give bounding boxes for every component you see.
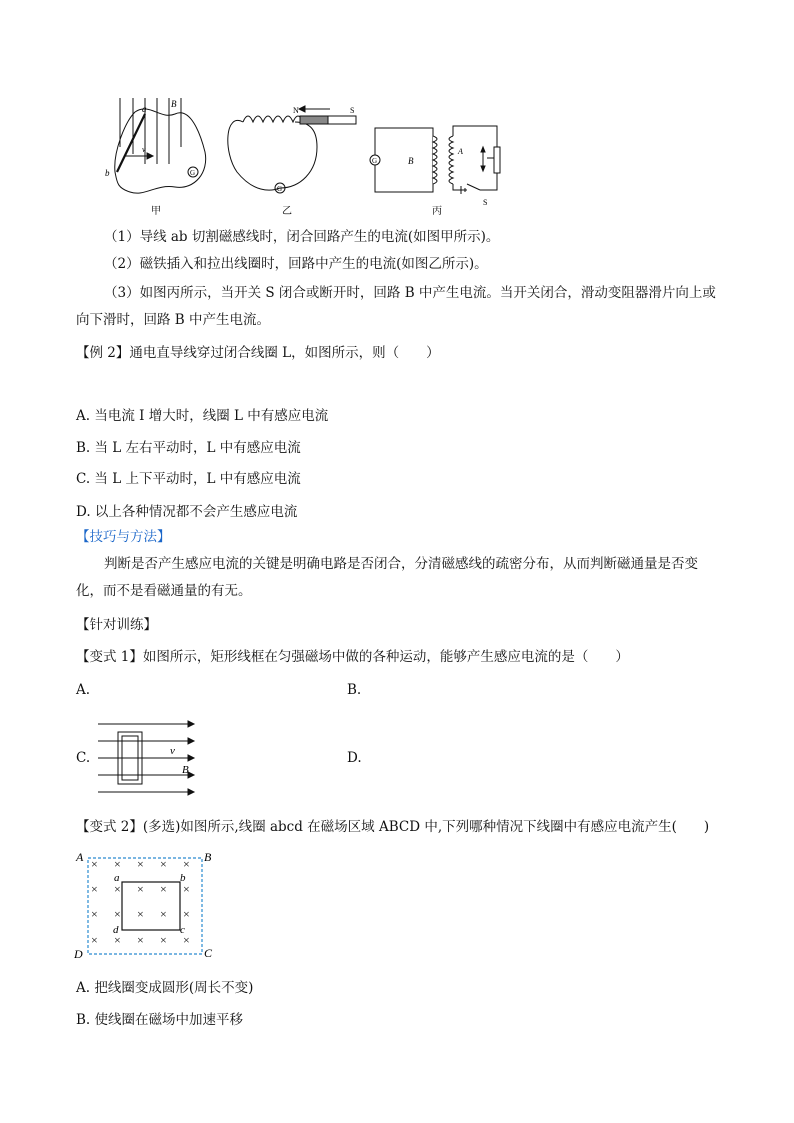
label-v: v: [142, 145, 146, 154]
field-cross: ×: [137, 882, 144, 896]
field-cross: ×: [114, 857, 121, 871]
variant1-stem: 【变式 1】如图所示，矩形线框在匀强磁场中做的各种运动，能够产生感应电流的是（ ）: [76, 649, 629, 665]
label-N: N: [293, 106, 299, 115]
variant2-stem: 【变式 2】(多选)如图所示,线圈 abcd 在磁场区域 ABCD 中,下列哪种情况下线圈中有感应电流产生( ): [76, 819, 710, 835]
field-cross: ×: [160, 907, 167, 921]
variant1-figure-c: [96, 716, 198, 800]
example2-option-c: C. 当 L 上下平动时，L 中有感应电流: [76, 471, 301, 487]
label-S-switch: S: [483, 198, 488, 207]
label-b: b: [105, 168, 110, 178]
field-cross: ×: [137, 857, 144, 871]
field-cross: ×: [91, 933, 98, 947]
corner-C: C: [204, 946, 213, 960]
example2-option-b: B. 当 L 左右平动时，L 中有感应电流: [76, 440, 301, 456]
field-cross: ×: [183, 907, 190, 921]
field-cross: ×: [91, 907, 98, 921]
paragraph-3a: （3）如图丙所示，当开关 S 闭合或断开时，回路 B 中产生电流。当开关闭合，滑动变阻器滑片向上或: [104, 285, 716, 301]
figure-bing: [370, 126, 500, 194]
tips-line-2: 化，而不是看磁通量的有无。: [76, 583, 252, 599]
caption-bing: 丙: [432, 206, 442, 217]
label-B: B: [171, 99, 177, 109]
label-G-yi: G: [277, 185, 283, 193]
variant1-option-c: C.: [76, 750, 91, 766]
example2-option-d: D. 以上各种情况都不会产生感应电流: [76, 504, 298, 520]
corner-A: A: [76, 850, 84, 864]
variant1-label-v: v: [170, 745, 175, 757]
variant1-option-a: A.: [76, 682, 91, 698]
label-A-bing: A: [458, 147, 463, 156]
variant1-option-d: D.: [347, 750, 362, 766]
field-cross: ×: [114, 882, 121, 896]
variant2-option-a: A. 把线圈变成圆形(周长不变): [76, 980, 254, 996]
corner-a: a: [114, 872, 120, 884]
field-cross: ×: [183, 857, 190, 871]
example2-stem: 【例 2】通电直导线穿过闭合线圈 L，如图所示，则（ ）: [76, 345, 440, 361]
variant1-option-b: B.: [347, 682, 362, 698]
label-a: a: [142, 104, 147, 114]
field-cross: ×: [91, 882, 98, 896]
corner-D: D: [74, 947, 83, 961]
field-cross: ×: [160, 882, 167, 896]
field-cross: ×: [137, 933, 144, 947]
tips-heading: 【技巧与方法】: [76, 529, 171, 545]
field-cross: ×: [183, 933, 190, 947]
corner-c: c: [180, 924, 185, 936]
training-heading: 【针对训练】: [76, 617, 157, 633]
variant2-figure: [74, 848, 216, 964]
cross-grid: [91, 857, 190, 947]
figure-jia: [115, 98, 206, 193]
paragraph-2: （2）磁铁插入和拉出线圈时，回路中产生的电流(如图乙所示)。: [104, 256, 488, 272]
caption-jia: 甲: [151, 206, 161, 217]
variant1-label-B: B: [182, 764, 189, 776]
corner-d: d: [113, 924, 119, 936]
field-cross: ×: [91, 857, 98, 871]
field-cross: ×: [137, 907, 144, 921]
field-cross: ×: [114, 907, 121, 921]
label-G-bing: G: [372, 157, 378, 165]
label-B-bing: B: [408, 156, 414, 166]
field-cross: ×: [114, 933, 121, 947]
label-S-magnet: S: [350, 106, 355, 115]
example2-option-a: A. 当电流 I 增大时，线圈 L 中有感应电流: [76, 408, 329, 424]
induction-figures: [95, 92, 535, 220]
corner-b: b: [180, 872, 186, 884]
caption-yi: 乙: [282, 206, 292, 217]
figure-yi: [228, 106, 356, 193]
paragraph-3b: 向下滑时，回路 B 中产生电流。: [76, 312, 271, 328]
variant2-option-b: B. 使线圈在磁场中加速平移: [76, 1012, 244, 1028]
field-cross: ×: [160, 933, 167, 947]
paragraph-1: （1）导线 ab 切割磁感线时，闭合回路产生的电流(如图甲所示)。: [104, 229, 500, 245]
tips-line-1: 判断是否产生感应电流的关键是明确电路是否闭合，分清磁感线的疏密分布，从而判断磁通量是否变: [104, 556, 698, 572]
label-G-jia: G: [190, 169, 196, 177]
corner-B: B: [204, 850, 212, 864]
field-cross: ×: [183, 882, 190, 896]
field-cross: ×: [160, 857, 167, 871]
